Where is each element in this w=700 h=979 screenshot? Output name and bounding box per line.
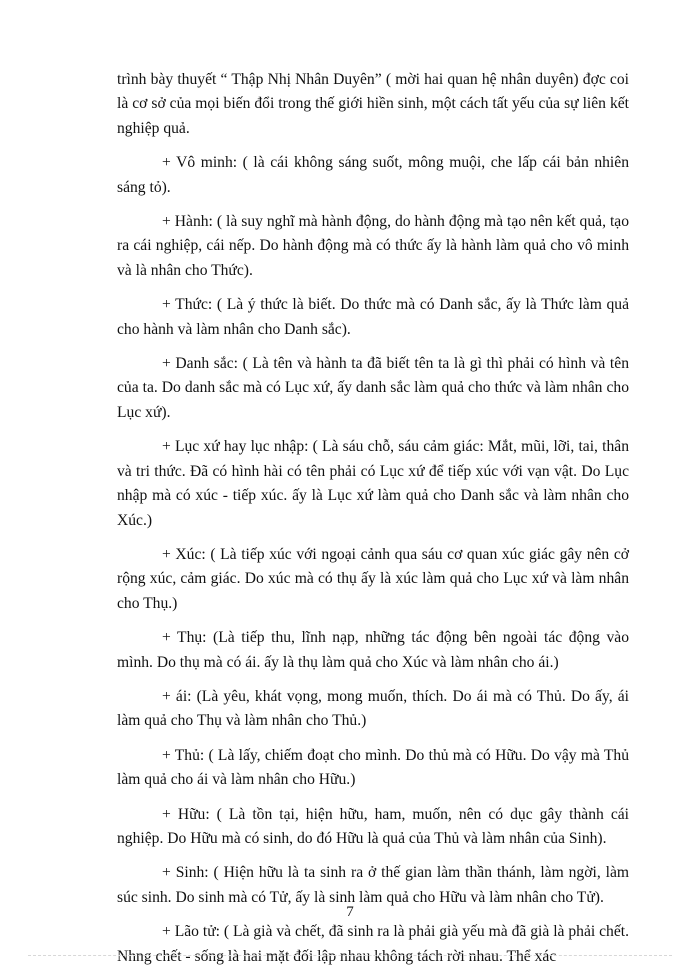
paragraph-sinh: + Sinh: ( Hiện hữu là ta sinh ra ở thế gian làm thần thánh, làm ngời, làm súc sinh. Do sinh mà có Tử, ấy là sinh làm quả cho Hữu và làm nhân cho Tử).	[117, 864, 629, 906]
paragraph-hanh: + Hành: ( là suy nghĩ mà hành động, do hành động mà tạo nên kết quả, tạo ra cái nghiệp, cái nếp. Do hành động mà có thức ấy là hành làm quả cho vô minh và là nhân cho Thức).	[117, 213, 629, 279]
intro-paragraph: trình bày thuyết “ Thập Nhị Nhân Duyên” ( mời hai quan hệ nhân duyên) đợc coi là cơ sở của mọi biến đổi trong thế giới hiền sinh, một cách tất yếu của sự liên kết nghiệp quả.	[117, 71, 629, 137]
paragraph-ai: + ái: (Là yêu, khát vọng, mong muốn, thích. Do ái mà có Thủ. Do ấy, ái làm quả cho Thụ và làm nhân cho Thủ.)	[117, 687, 629, 730]
paragraph-lao-tu: + Lão tử: ( Là già và chết, đã sinh ra là phải già yếu mà đã già là phải chết. Nhng chết - sống là hai mặt đối lập nhau không tách rời nhau. Thể xác	[117, 923, 629, 965]
body-text	[117, 68, 629, 979]
paragraph-huu: + Hữu: ( Là tồn tại, hiện hữu, ham, muốn, nên có dục gây thành cái nghiệp. Do Hữu mà có sinh, do đó Hữu là quả của Thủ và làm nhân của Sinh).	[117, 805, 629, 847]
paragraph-vo-minh: + Vô minh: ( là cái không sáng suốt, mông muội, che lấp cái bản nhiên sáng tỏ).	[117, 154, 629, 196]
paragraph-luc-xu: + Lục xứ hay lục nhập: ( Là sáu chỗ, sáu cảm giác: Mắt, mũi, lỡi, tai, thân và tri thức. Đã có hình hài có tên phải có Lục xứ để tiếp xúc với vạn vật. Do Lục nhập mà có xúc - tiếp xúc. ấy là Lục xứ làm quả cho Danh sắc và làm nhân cho Xúc.)	[117, 438, 629, 529]
paragraph-thuc: + Thức: ( Là ý thức là biết. Do thức mà có Danh sắc, ấy là Thức làm quả cho hành và làm nhân cho Danh sắc).	[117, 296, 629, 338]
paragraph-thu-receive: + Thụ: (Là tiếp thu, lĩnh nạp, những tác động bên ngoài tác động vào mình. Do thụ mà có ái. ấy là thụ làm quả cho Xúc và làm nhân cho ái.)	[117, 629, 629, 671]
page-number: 7	[346, 904, 354, 920]
page-bottom-divider	[28, 955, 672, 956]
paragraph-danh-sac: + Danh sắc: ( Là tên và hành ta đã biết tên ta là gì thì phải có hình và tên của ta. Do danh sắc mà có Lục xứ, ấy danh sắc làm quả cho thức và làm nhân cho Lục xứ).	[117, 355, 629, 421]
paragraph-thu-grasp: + Thủ: ( Là lấy, chiếm đoạt cho mình. Do thủ mà có Hữu. Do vậy mà Thủ làm quả cho ái và làm nhân cho Hữu.)	[117, 746, 629, 789]
paragraph-xuc: + Xúc: ( Là tiếp xúc với ngoại cảnh qua sáu cơ quan xúc giác gây nên cở rộng xúc, cảm giác. Do xúc mà có thụ ấy là xúc làm quả cho Lục xứ và làm nhân cho Thụ.)	[117, 545, 629, 612]
